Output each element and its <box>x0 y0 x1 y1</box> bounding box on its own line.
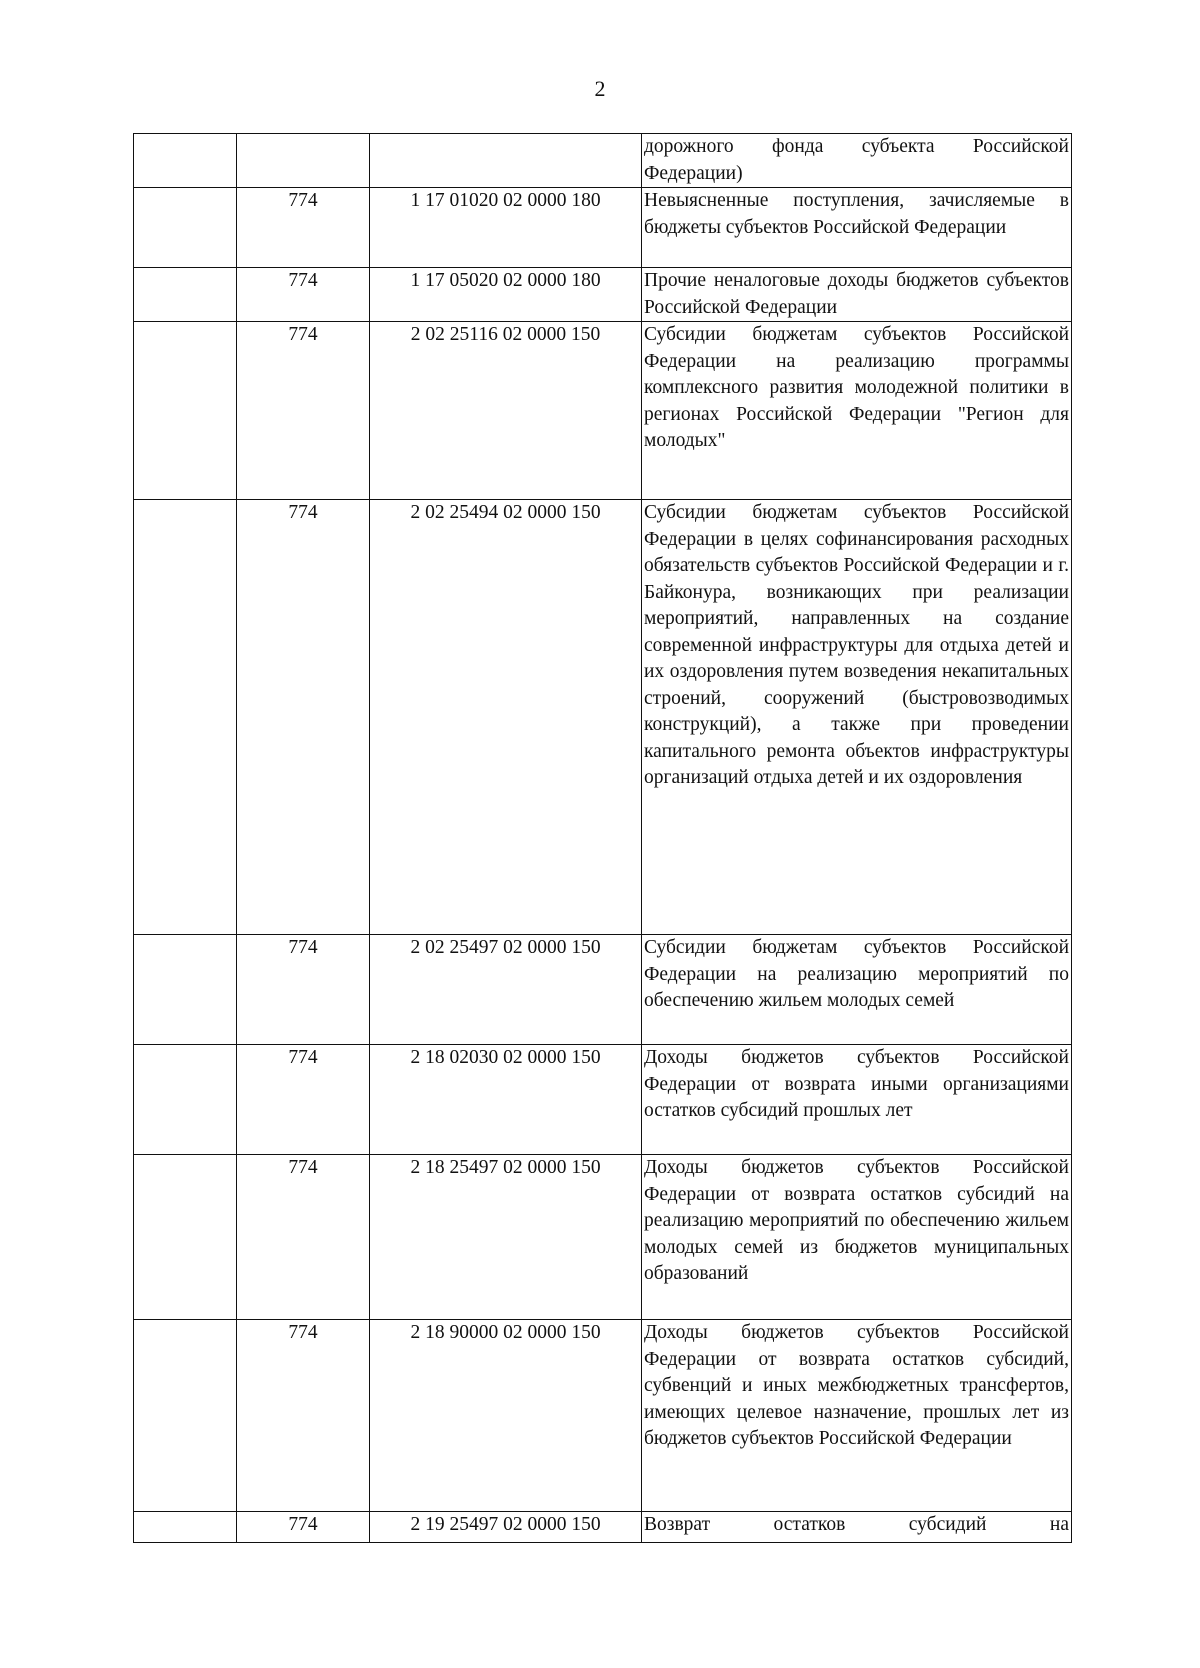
empty-cell <box>134 935 237 1045</box>
empty-cell <box>134 268 237 322</box>
empty-cell <box>134 1512 237 1543</box>
empty-cell <box>134 1155 237 1320</box>
income-name-cell: Возврат остатков субсидий на <box>642 1512 1072 1543</box>
budget-code-cell: 2 02 25494 02 0000 150 <box>370 500 642 935</box>
income-name-cell: Невыясненные поступления, зачисляемые в бюджеты субъектов Российской Федерации <box>642 188 1072 268</box>
table-row <box>134 1155 1072 1320</box>
table-row <box>134 268 1072 322</box>
admin-code-cell: 774 <box>237 268 370 322</box>
table-row <box>134 1512 1072 1543</box>
admin-code-cell: 774 <box>237 935 370 1045</box>
admin-code-cell: 774 <box>237 188 370 268</box>
table-row <box>134 134 1072 188</box>
empty-cell <box>134 322 237 500</box>
empty-cell <box>134 500 237 935</box>
budget-code-cell: 2 18 90000 02 0000 150 <box>370 1320 642 1512</box>
admin-code-cell: 774 <box>237 1320 370 1512</box>
budget-code-cell: 2 02 25497 02 0000 150 <box>370 935 642 1045</box>
table-row <box>134 935 1072 1045</box>
income-name-cell: Субсидии бюджетам субъектов Российской Федерации на реализацию программы комплексного развития молодежной политики в регионах Российской Федерации "Регион для молодых" <box>642 322 1072 500</box>
budget-code-cell: 2 18 25497 02 0000 150 <box>370 1155 642 1320</box>
empty-cell <box>134 134 237 188</box>
income-name-cell: дорожного фонда субъекта Российской Федерации) <box>642 134 1072 188</box>
admin-code-cell: 774 <box>237 322 370 500</box>
budget-code-cell: 2 19 25497 02 0000 150 <box>370 1512 642 1543</box>
empty-cell <box>134 1045 237 1155</box>
income-name-cell: Субсидии бюджетам субъектов Российской Федерации в целях софинансирования расходных обязательств субъектов Российской Федерации и г. Байконура, возникающих при реализации мероприятий, направленных на создание современной инфраструктуры для отдыха детей и их оздоровления путем возведения некапитальных строений, сооружений (быстровозводимых конструкций), а также при проведении капитального ремонта объектов инфраструктуры организаций отдыха детей и их оздоровления <box>642 500 1072 935</box>
page-number: 2 <box>594 76 606 101</box>
table-row <box>134 188 1072 268</box>
income-name-cell: Доходы бюджетов субъектов Российской Федерации от возврата иными организациями остатков субсидий прошлых лет <box>642 1045 1072 1155</box>
budget-code-cell <box>370 134 642 188</box>
income-name-cell: Субсидии бюджетам субъектов Российской Федерации на реализацию мероприятий по обеспечению жильем молодых семей <box>642 935 1072 1045</box>
income-name-cell: Доходы бюджетов субъектов Российской Федерации от возврата остатков субсидий на реализацию мероприятий по обеспечению жильем молодых семей из бюджетов муниципальных образований <box>642 1155 1072 1320</box>
income-name-cell: Доходы бюджетов субъектов Российской Федерации от возврата остатков субсидий, субвенций и иных межбюджетных трансфертов, имеющих целевое назначение, прошлых лет из бюджетов субъектов Российской Федерации <box>642 1320 1072 1512</box>
budget-code-cell: 2 18 02030 02 0000 150 <box>370 1045 642 1155</box>
budget-code-cell: 1 17 05020 02 0000 180 <box>370 268 642 322</box>
income-name-cell: Прочие неналоговые доходы бюджетов субъектов Российской Федерации <box>642 268 1072 322</box>
budget-code-cell: 1 17 01020 02 0000 180 <box>370 188 642 268</box>
budget-codes-table <box>133 133 1072 1543</box>
admin-code-cell <box>237 134 370 188</box>
admin-code-cell: 774 <box>237 1155 370 1320</box>
admin-code-cell: 774 <box>237 1512 370 1543</box>
table-row <box>134 1045 1072 1155</box>
empty-cell <box>134 188 237 268</box>
admin-code-cell: 774 <box>237 500 370 935</box>
table-row <box>134 500 1072 935</box>
table-row <box>134 1320 1072 1512</box>
empty-cell <box>134 1320 237 1512</box>
admin-code-cell: 774 <box>237 1045 370 1155</box>
budget-code-cell: 2 02 25116 02 0000 150 <box>370 322 642 500</box>
table-row <box>134 322 1072 500</box>
